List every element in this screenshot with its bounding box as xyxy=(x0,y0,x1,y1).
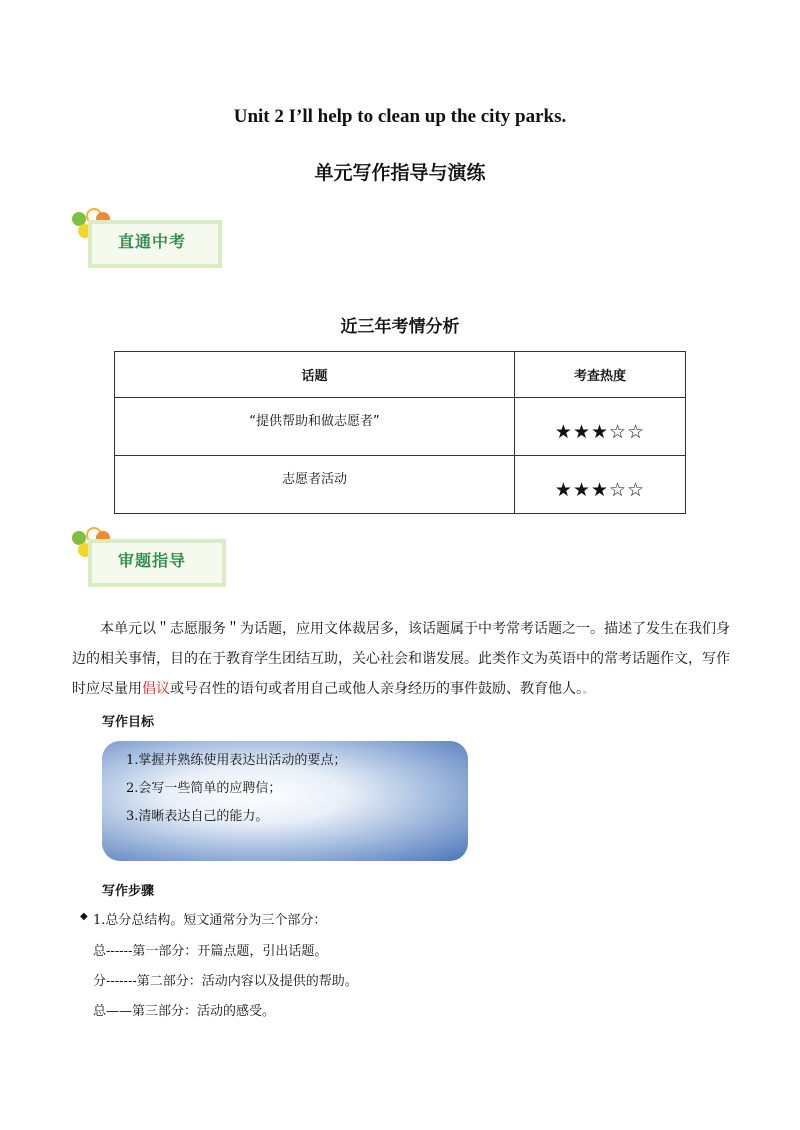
goal-item: 2.会写一些简单的应聘信； xyxy=(126,781,282,796)
star-rating: ★★★☆☆ xyxy=(554,479,646,501)
guide-paragraph xyxy=(72,614,732,706)
step-item: 分-------第二部分：活动内容以及提供的帮助。 xyxy=(93,974,358,989)
section-badge-exam xyxy=(70,208,230,274)
table-header-row xyxy=(115,352,686,398)
guide-highlight: 倡议 xyxy=(142,681,170,697)
topic-cell: 志愿者活动 xyxy=(115,456,515,514)
badge-label: 审题指导 xyxy=(117,551,186,570)
section-badge-guide xyxy=(70,527,230,593)
step-item: 总------第一部分：开篇点题，引出话题。 xyxy=(93,944,328,959)
goal-item: 3.清晰表达自己的能力。 xyxy=(126,809,269,824)
document-title-cn: 单元写作指导与演练 xyxy=(314,162,486,184)
guide-tail-mark: 。 xyxy=(583,685,593,696)
column-header-topic: 话题 xyxy=(115,352,515,398)
analysis-title: 近三年考情分析 xyxy=(340,317,460,337)
rating-cell xyxy=(515,456,686,514)
table-row xyxy=(115,398,686,456)
rating-cell xyxy=(515,398,686,456)
step-item: 1.总分总结构。短文通常分为三个部分： xyxy=(93,913,327,928)
document-title-en: Unit 2 I’ll help to clean up the city parks. xyxy=(233,106,567,127)
badge-label: 直通中考 xyxy=(117,232,186,251)
goals-heading: 写作目标 xyxy=(102,715,155,730)
guide-text: 或号召性的语句或者用自己或他人亲身经历的事件鼓励、教育他人。 xyxy=(170,681,583,697)
topic-cell: “提供帮助和做志愿者” xyxy=(115,398,515,456)
column-header-heat: 考查热度 xyxy=(515,352,686,398)
goals-box xyxy=(102,741,468,861)
steps-heading: 写作步骤 xyxy=(102,884,155,899)
step-item: 总——第三部分：活动的感受。 xyxy=(93,1004,276,1019)
exam-analysis-table xyxy=(114,351,686,514)
table-row xyxy=(115,456,686,514)
star-rating: ★★★☆☆ xyxy=(554,421,646,443)
guide-text: 本单元以＂志愿服务＂为话题，应用文体裁居多，该话题属于中考常考话题之一。描述了发生在我们身边的相关事情，目的在于教育学生团结互助，关心社会和谐发展。此类作文为英语中的常考话题作文，写作时应尽量用 xyxy=(72,621,730,697)
goal-item: 1.掌握并熟练使用表达出活动的要点； xyxy=(126,753,347,768)
diamond-bullet-icon: ◆ xyxy=(80,911,88,922)
